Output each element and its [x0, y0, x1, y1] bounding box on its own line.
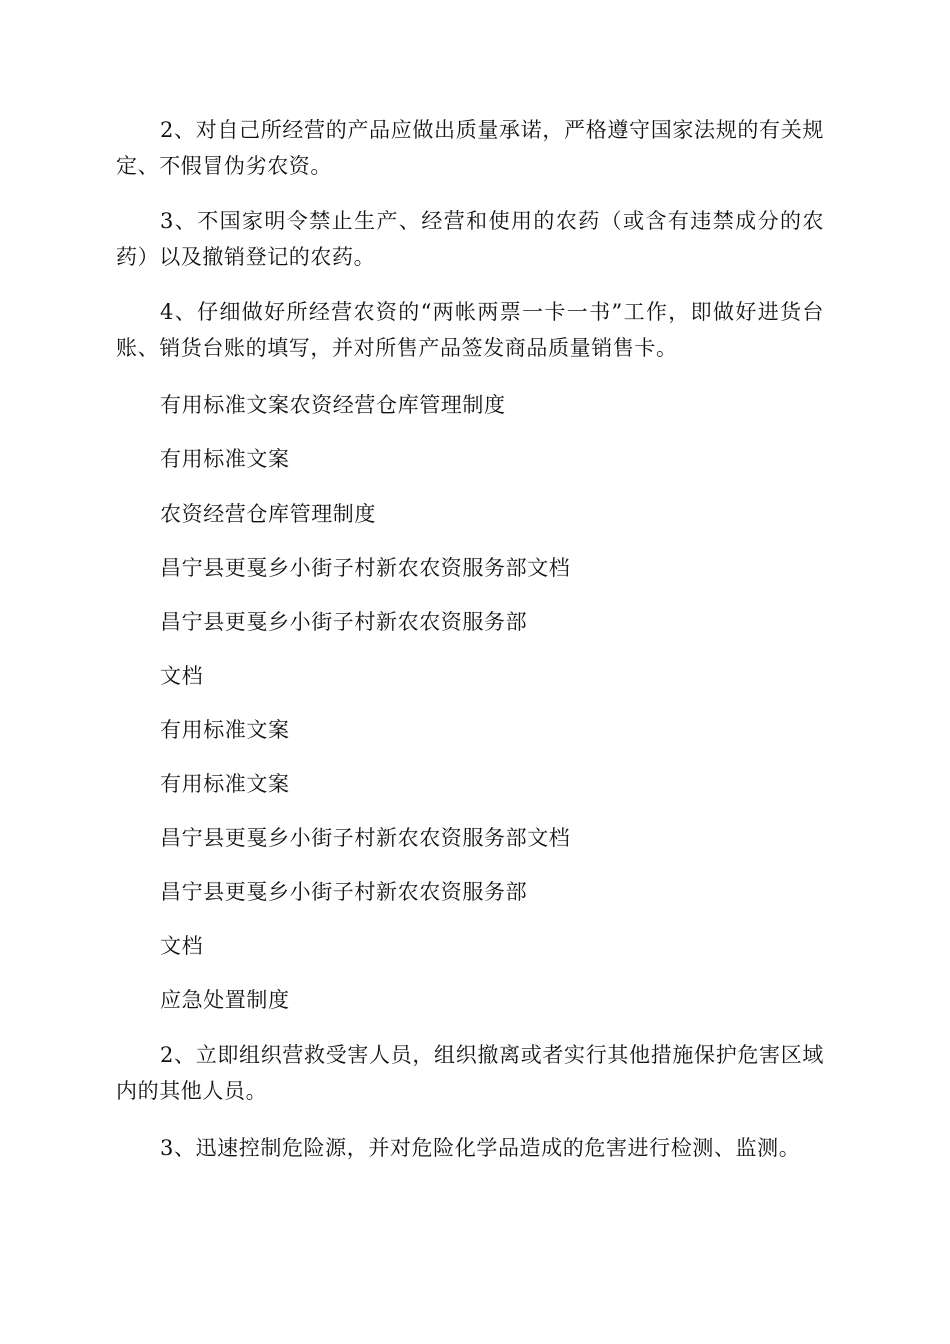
text-line: 有用标准文案: [160, 718, 290, 742]
paragraph-quality-commitment: 2、对自己所经营的产品应做出质量承诺，严格遵守国家法规的有关规定、不假冒伪劣农资。: [116, 118, 824, 178]
text-line: 文档: [160, 664, 204, 688]
text-line: 有用标准文案: [160, 772, 290, 796]
paragraph-ledger-work: 4、仔细做好所经营农资的“两帐两票一卡一书”工作，即做好进货台账、销货台账的填写，并对所售产品签发商品质量销售卡。: [116, 300, 824, 360]
text-line: 农资经营仓库管理制度: [160, 502, 376, 526]
paragraph-banned-pesticides: 3、不国家明令禁止生产、经营和使用的农药（或含有违禁成分的农药）以及撤销登记的农药。: [116, 209, 824, 269]
text-line: 有用标准文案农资经营仓库管理制度: [160, 393, 506, 417]
text-line: 文档: [160, 934, 204, 958]
paragraph-control-hazard: 3、迅速控制危险源，并对危险化学品造成的危害进行检测、监测。: [160, 1136, 801, 1160]
text-line: 昌宁县更戛乡小街子村新农农资服务部: [160, 610, 528, 634]
text-line: 昌宁县更戛乡小街子村新农农资服务部文档: [160, 826, 571, 850]
text-line: 昌宁县更戛乡小街子村新农农资服务部: [160, 880, 528, 904]
paragraph-rescue-evacuation: 2、立即组织营救受害人员，组织撤离或者实行其他措施保护危害区域内的其他人员。: [116, 1043, 824, 1103]
section-heading-emergency: 应急处置制度: [160, 988, 290, 1012]
text-line: 有用标准文案: [160, 447, 290, 471]
text-line: 昌宁县更戛乡小街子村新农农资服务部文档: [160, 556, 571, 580]
